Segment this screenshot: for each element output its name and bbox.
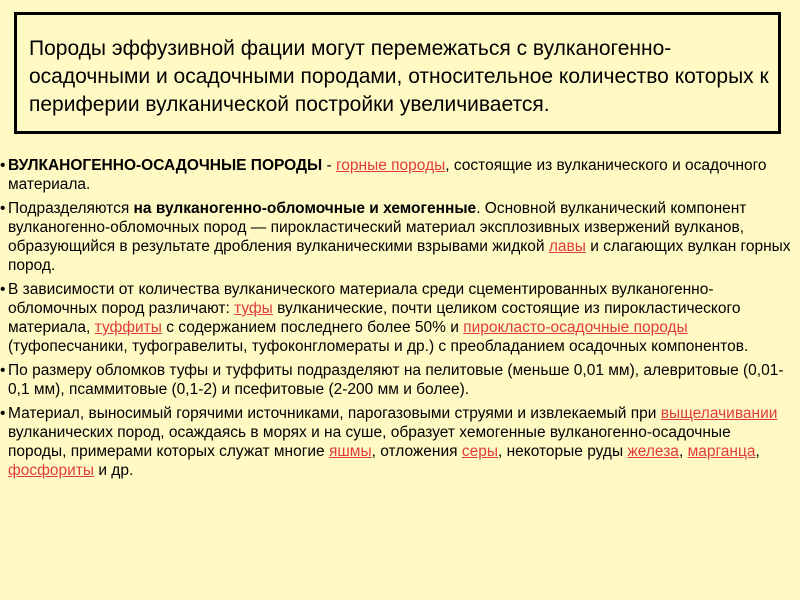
bullet-icon: •	[0, 200, 6, 217]
text-span: -	[322, 157, 336, 174]
text-span: . Основной вулканический компонент вулканогенно-обломочных пород — пирокластический материал эксплозивных извержений вулканов, образующийся в результате дробления вулканическими взрывами жидкой	[8, 200, 747, 255]
text-span: По размеру обломков туфы и туффиты подразделяют на пелитовые (меньше 0,01 мм), алевритовые (0,01-0,1 мм), псаммитовые (0,1-2) и псефитовые (2-200 мм и более).	[8, 362, 784, 398]
link-gornye-porody[interactable]: горные породы	[335, 157, 446, 174]
list-item	[0, 199, 792, 275]
slide-title: Породы эффузивной фации могут перемежаться с вулканогенно-осадочными и осадочными породами, относительное количество которых к периферии вулканической постройки увеличивается.	[29, 37, 769, 116]
link-sery[interactable]: серы	[461, 443, 498, 460]
bullet-icon: •	[0, 157, 6, 174]
text-span: Подразделяются	[8, 200, 134, 217]
term-heading: ВУЛКАНОГЕННО-ОСАДОЧНЫЕ ПОРОДЫ	[8, 157, 323, 174]
text-span: с содержанием последнего более 50% и	[161, 319, 464, 336]
list-item	[0, 156, 792, 194]
bullet-icon: •	[0, 405, 6, 422]
list-item	[0, 361, 792, 399]
bullet-list	[0, 156, 792, 485]
link-margantsa[interactable]: марганца	[687, 443, 756, 460]
text-span: Материал, выносимый горячими источниками, парогазовыми струями и извлекаемый при	[8, 405, 661, 422]
list-item	[0, 280, 792, 356]
bullet-icon: •	[0, 362, 6, 379]
link-vyshchelachivanii[interactable]: выщелачивании	[660, 405, 778, 422]
title-box	[14, 12, 781, 134]
link-zheleza[interactable]: железа	[627, 443, 679, 460]
list-item	[0, 404, 792, 480]
text-span: , отложения	[371, 443, 462, 460]
link-piroklasto-osadochnye[interactable]: пирокласто-осадочные породы	[463, 319, 688, 336]
text-span: ,	[755, 443, 760, 460]
bold-text: на вулканогенно-обломочные и хемогенные	[133, 200, 477, 217]
link-tuffity[interactable]: туффиты	[94, 319, 162, 336]
bullet-icon: •	[0, 281, 6, 298]
link-fosfority[interactable]: фосфориты	[8, 462, 95, 479]
link-lavy[interactable]: лавы	[548, 238, 586, 255]
text-span: , состоящие из вулканического и осадочного материала.	[8, 157, 767, 193]
text-span: и слагающих вулкан горных пород.	[8, 238, 791, 274]
text-span: вулканические, почти целиком состоящие из пирокластического материала,	[8, 300, 741, 336]
text-span: , некоторые руды	[497, 443, 628, 460]
text-span: ,	[678, 443, 688, 460]
text-span: В зависимости от количества вулканического материала среди сцементированных вулканогенно-обломочных пород различают:	[8, 281, 714, 317]
text-span: (туфопесчаники, туфогравелиты, туфоконгломераты и др.) с преобладанием осадочных компонентов.	[8, 338, 749, 355]
link-yashmy[interactable]: яшмы	[328, 443, 372, 460]
link-tufy[interactable]: туфы	[234, 300, 273, 317]
text-span: и др.	[94, 462, 134, 479]
text-span: вулканических пород, осаждаясь в морях и на суше, образует хемогенные вулканогенно-осадочные породы, примерами которых служат многие	[8, 424, 731, 460]
